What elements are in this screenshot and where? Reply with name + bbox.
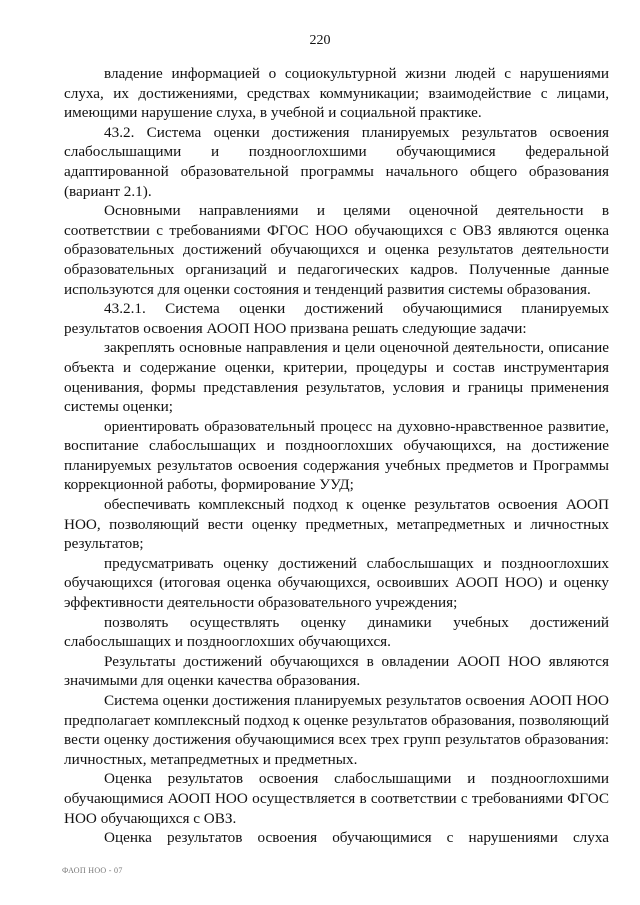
list-item: ориентировать образовательный процесс на духовно-нравственное развитие, воспитание слабослышащих и позднооглохших обучающихся, на достижение планируемых результатов освоения содержания учебных предметов и Программы коррекционной работы, формирование УУД;: [64, 417, 609, 494]
paragraph: 43.2. Система оценки достижения планируемых результатов освоения слабослышащими и позднооглохшими обучающимися федеральной адаптированной образовательной программы начального общего образования (вариант 2.1).: [64, 123, 609, 200]
footer-code: ФАОП НОО - 07: [62, 866, 123, 875]
paragraph: 43.2.1. Система оценки достижений обучающимися планируемых результатов освоения АООП НОО призвана решать следующие задачи:: [64, 300, 609, 337]
paragraph: владение информацией о социокультурной жизни людей с нарушениями слуха, их достижениями, средствах коммуникации; взаимодействие с лицами, имеющими нарушение слуха, в учебной и социальной практике.: [64, 65, 609, 122]
paragraph: Система оценки достижения планируемых результатов освоения АООП НОО предполагает комплексный подход к оценке результатов образования, позволяющий вести оценку достижения обучающимися всех трех групп результатов образования: личностных, метапредметных и предметных.: [64, 692, 609, 768]
list-item: предусматривать оценку достижений слабослышащих и позднооглохших обучающихся (итоговая оценка обучающихся, освоивших АООП НОО) и оценку эффективности деятельности образовательного учреждения;: [64, 554, 609, 612]
list-item: позволять осуществлять оценку динамики учебных достижений слабослышащих и позднооглохших обучающихся.: [64, 613, 609, 651]
paragraph: Результаты достижений обучающихся в овладении АООП НОО являются значимыми для оценки качества образования.: [64, 652, 609, 690]
page-number: 220: [309, 33, 331, 48]
list-item: закреплять основные направления и цели оценочной деятельности, описание объекта и содержание оценки, критерии, процедуры и состав инструментария оценивания, формы представления результатов, условия и границы применения системы оценки;: [64, 339, 609, 416]
paragraph: Оценка результатов освоения слабослышащими и позднооглохшими обучающимися АООП НОО осуществляется в соответствии с требованиями ФГОС НОО обучающихся с ОВЗ.: [64, 770, 609, 827]
paragraph: Оценка результатов освоения обучающимися с нарушениями слуха: [104, 829, 609, 847]
document-body: [64, 64, 609, 848]
list-item: обеспечивать комплексный подход к оценке результатов освоения АООП НОО, позволяющий вести оценку предметных, метапредметных и личностных результатов;: [64, 496, 609, 553]
paragraph: Основными направлениями и целями оценочной деятельности в соответствии с требованиями ФГОС НОО обучающихся с ОВЗ являются оценка образовательных достижений обучающихся и оценка результатов деятельности образовательных организаций и педагогических кадров. Полученные данные используются для оценки состояния и тенденций развития системы образования.: [64, 202, 609, 298]
